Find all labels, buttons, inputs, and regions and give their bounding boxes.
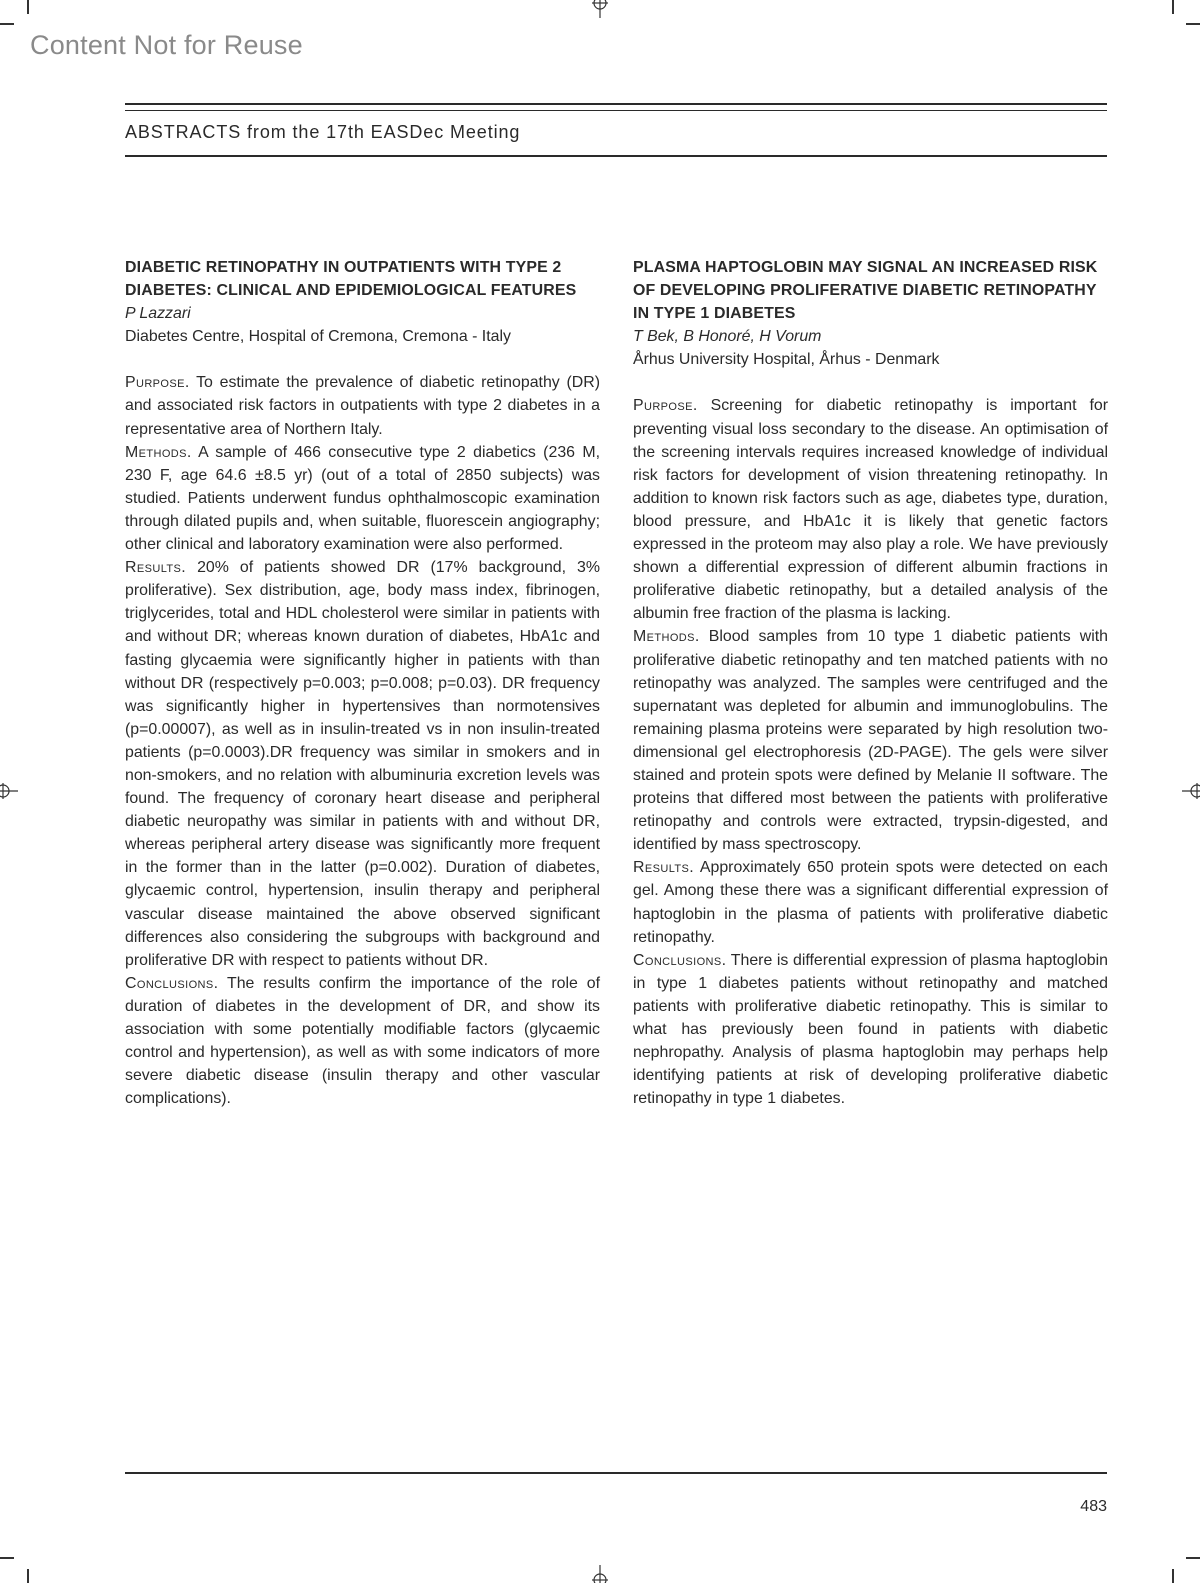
crop-mark [1172, 0, 1174, 14]
section-results [125, 556, 600, 972]
crop-mark [27, 0, 29, 14]
section-label: Methods. [125, 443, 192, 461]
header-rule-top-thin [125, 110, 1107, 111]
section-conclusions [125, 972, 600, 1111]
crop-mark [1186, 23, 1200, 25]
section-label: Conclusions. [125, 974, 219, 992]
section-text: 20% of patients showed DR (17% background, 3% proliferative). Sex distribution, age, body mass index, fibrinogen, triglycerides, total and HDL cholesterol were similar in patients with and without DR; whereas known duration of diabetes, HbA1c and fasting glycaemia were significantly higher in patients with than without DR (respectively p=0.003; p=0.008; p=0.03). DR frequency was significantly higher in hypertensives than normotensives (p=0.00007), as well as in insulin-treated vs in non insulin-treated patients (p=0.0003).DR frequency was similar in smokers and in non-smokers, and no relation with albuminuria excretion levels was found. The frequency of coronary heart disease and peripheral diabetic neuropathy was similar in patients with and without DR, whereas peripheral artery disease was significantly more frequent in the former than in the latter (p=0.002). Duration of diabetes, glycaemic control, hypertension, insulin therapy and peripheral vascular disease maintained the above observed significant differences also considering the subgroups with background and proliferative DR with respect to patients without DR. [125, 559, 600, 969]
page-number: 483 [1080, 1498, 1107, 1515]
section-text: Screening for diabetic retinopathy is important for preventing visual loss secondary to the disease. An optimisation of the screening intervals requires increased knowledge of individual risk factors for development of vision threatening retinopathy. In addition to known risk factors such as age, diabetes type, duration, blood pressure, and HbA1c it is likely that genetic factors expressed in the proteom may also play a role. We have previously shown a differential expression of different albumin fractions in proliferative diabetic retinopathy, but a detailed analysis of the albumin free fraction of the plasma is lacking. [633, 397, 1108, 623]
section-text: There is differential expression of plasma haptoglobin in type 1 diabetes patients without retinopathy and matched patients with proliferative diabetic retinopathy. This is similar to what has previously been found in patients with diabetic nephropathy. Analysis of plasma haptoglobin may perhaps help identifying patients at risk of developing proliferative diabetic retinopathy in type 1 diabetes. [633, 951, 1108, 1108]
section-label: Results. [633, 859, 695, 877]
section-purpose [125, 371, 600, 440]
section-methods [125, 441, 600, 556]
abstract-title: PLASMA HAPTOGLOBIN MAY SIGNAL AN INCREASED RISK OF DEVELOPING PROLIFERATIVE DIABETIC RETINOPATHY IN TYPE 1 DIABETES [633, 259, 1098, 323]
section-label: Purpose. [125, 374, 190, 392]
abstract-affiliation: Århus University Hospital, Århus - Denmark [633, 351, 940, 369]
section-label: Purpose. [633, 397, 698, 415]
header-rule-top [125, 103, 1107, 105]
section-text: The results confirm the importance of the role of duration of diabetes in the development of DR, and show its association with some potentially modifiable factors (glycaemic control and hypertension), as well as with some indicators of more severe diabetic disease (insulin therapy and other vascular complications). [125, 974, 600, 1108]
crop-mark [1172, 1569, 1174, 1583]
section-text: Approximately 650 protein spots were detected on each gel. Among these there was a significant differential expression of haptoglobin in the plasma of patients with proliferative diabetic retinopathy. [633, 859, 1108, 946]
section-text: Blood samples from 10 type 1 diabetic patients with proliferative diabetic retinopathy and ten matched patients with no retinopathy was analyzed. The samples were centrifuged and the supernatant was depleted for albumin and immunoglobulins. The remaining plasma proteins were separated by high resolution two-dimensional gel electrophoresis (2D-PAGE). The gels were silver stained and protein spots were defined by Melanie II software. The proteins that differed most between the patients with proliferative retinopathy and controls were extracted, trypsin-digested, and identified by mass spectroscopy. [633, 628, 1108, 854]
crop-mark [1186, 1557, 1200, 1559]
section-purpose [633, 394, 1108, 625]
abstract-title: DIABETIC RETINOPATHY IN OUTPATIENTS WITH TYPE 2 DIABETES: CLINICAL AND EPIDEMIOLOGICAL FEATURES [125, 259, 577, 300]
abstract-right [633, 256, 1108, 1110]
registration-mark-top [590, 0, 610, 18]
registration-mark-bottom [590, 1565, 610, 1583]
abstract-affiliation: Diabetes Centre, Hospital of Cremona, Cremona - Italy [125, 328, 511, 346]
section-conclusions [633, 949, 1108, 1111]
registration-mark-right [1182, 781, 1200, 801]
running-header: ABSTRACTS from the 17th EASDec Meeting [125, 122, 521, 142]
section-results [633, 856, 1108, 948]
registration-mark-left [0, 781, 18, 801]
section-text: To estimate the prevalence of diabetic retinopathy (DR) and associated risk factors in outpatients with type 2 diabetes in a representative area of Northern Italy. [125, 374, 600, 438]
section-label: Methods. [633, 628, 700, 646]
abstract-authors: T Bek, B Honoré, H Vorum [633, 328, 822, 346]
section-methods [633, 625, 1108, 856]
section-label: Conclusions. [633, 951, 727, 969]
crop-mark [0, 1557, 14, 1559]
crop-mark [27, 1569, 29, 1583]
crop-mark [0, 23, 14, 25]
header-rule-bottom [125, 155, 1107, 157]
watermark: Content Not for Reuse [30, 30, 303, 60]
section-label: Results. [125, 559, 187, 577]
footer-rule [125, 1472, 1107, 1474]
abstract-authors: P Lazzari [125, 305, 191, 323]
abstract-left [125, 256, 600, 1110]
section-text: A sample of 466 consecutive type 2 diabetics (236 M, 230 F, age 64.6 ±8.5 yr) (out of a total of 2850 subjects) was studied. Patients underwent fundus ophthalmoscopic examination through dilated pupils and, when suitable, fluorescein angiography; other clinical and laboratory examination were also performed. [125, 443, 600, 554]
